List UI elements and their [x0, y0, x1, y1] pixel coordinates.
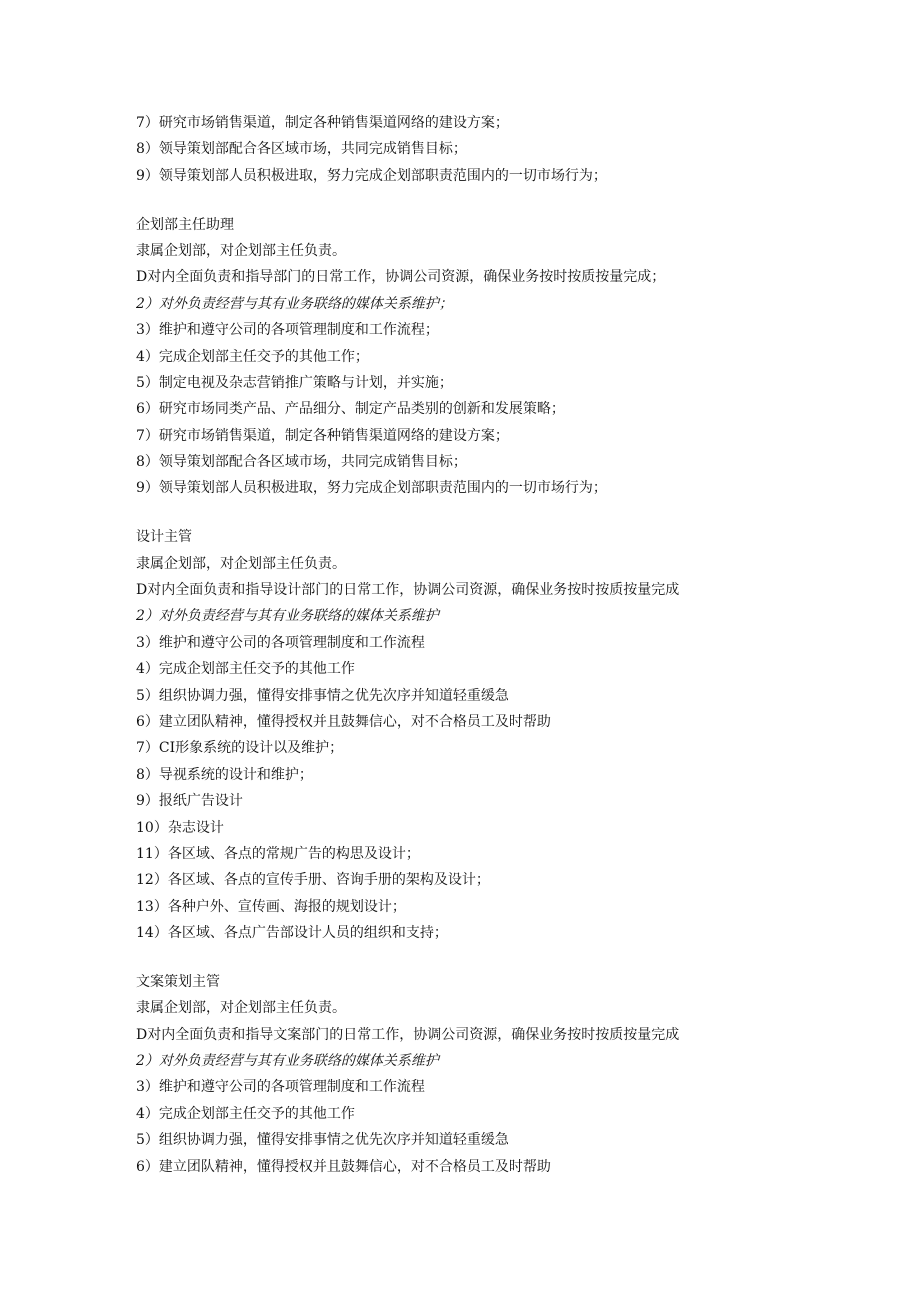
- list-item: 14）各区域、各点广告部设计人员的组织和支持；: [136, 925, 448, 942]
- list-item: D对内全面负责和指导设计部门的日常工作，协调公司资源，确保业务按时按质按量完成: [136, 582, 680, 599]
- list-item: 11）各区域、各点的常规广告的构思及设计；: [136, 845, 420, 862]
- list-item: 8）领导策划部配合各区域市场，共同完成销售目标；: [136, 141, 467, 158]
- reporting-line: 隶属企划部，对企划部主任负责。: [136, 555, 346, 572]
- section-gap: [136, 189, 876, 211]
- list-item: 7）CI形象系统的设计以及维护；: [136, 740, 344, 757]
- reporting-line: 隶属企划部，对企划部主任负责。: [136, 1000, 346, 1017]
- list-item: 9）领导策划部人员积极进取，努力完成企划部职责范围内的一切市场行为；: [136, 167, 607, 184]
- list-item: 8）导视系统的设计和维护；: [136, 766, 313, 783]
- list-item: 5）制定电视及杂志营销推广策略与计划，并实施；: [136, 374, 453, 391]
- document-page: [136, 110, 876, 1180]
- list-item: 13）各种户外、宣传画、海报的规划设计；: [136, 898, 406, 915]
- list-item: 2）对外负责经营与其有业务联络的媒体关系维护；: [136, 295, 453, 312]
- section-gap: [136, 502, 876, 524]
- list-item: 6）研究市场同类产品、产品细分、制定产品类别的创新和发展策略；: [136, 401, 565, 418]
- list-item: 12）各区域、各点的宣传手册、咨询手册的架构及设计；: [136, 872, 490, 889]
- list-item: 4）完成企划部主任交予的其他工作；: [136, 348, 369, 365]
- list-item: 7）研究市场销售渠道，制定各种销售渠道网络的建设方案；: [136, 115, 509, 131]
- section-title: 设计主管: [136, 529, 192, 546]
- list-item: 4）完成企划部主任交予的其他工作: [136, 1105, 355, 1122]
- section-copywriting-lead: [136, 969, 876, 1180]
- list-item: 9）领导策划部人员积极进取，努力完成企划部职责范围内的一切市场行为；: [136, 480, 607, 497]
- list-item: D对内全面负责和指导文案部门的日常工作，协调公司资源，确保业务按时按质按量完成: [136, 1026, 680, 1043]
- section-assistant: [136, 212, 876, 502]
- section-design-lead: [136, 524, 876, 946]
- list-item: 2）对外负责经营与其有业务联络的媒体关系维护: [136, 1053, 439, 1070]
- list-item: 5）组织协调力强，懂得安排事情之优先次序并知道轻重缓急: [136, 687, 509, 704]
- list-item: 3）维护和遵守公司的各项管理制度和工作流程: [136, 1079, 425, 1096]
- section-title: 企划部主任助理: [136, 216, 234, 233]
- list-item: 3）维护和遵守公司的各项管理制度和工作流程: [136, 634, 425, 651]
- list-item: 10）杂志设计: [136, 819, 224, 836]
- section-gap: [136, 947, 876, 969]
- list-item: 3）维护和遵守公司的各项管理制度和工作流程；: [136, 322, 439, 339]
- list-item: 2）对外负责经营与其有业务联络的媒体关系维护: [136, 608, 439, 625]
- list-item: 5）组织协调力强，懂得安排事情之优先次序并知道轻重缓急: [136, 1132, 509, 1149]
- reporting-line: 隶属企划部，对企划部主任负责。: [136, 242, 346, 259]
- list-item: 6）建立团队精神，懂得授权并且鼓舞信心，对不合格员工及时帮助: [136, 713, 551, 730]
- list-item: D对内全面负责和指导部门的日常工作，协调公司资源，确保业务按时按质按量完成；: [136, 269, 666, 286]
- list-item: 8）领导策划部配合各区域市场，共同完成销售目标；: [136, 454, 467, 471]
- list-item: 6）建立团队精神，懂得授权并且鼓舞信心，对不合格员工及时帮助: [136, 1158, 551, 1175]
- section-continuation: [136, 110, 876, 189]
- list-item: 7）研究市场销售渠道，制定各种销售渠道网络的建设方案；: [136, 427, 509, 444]
- section-title: 文案策划主管: [136, 973, 220, 990]
- list-item: 4）完成企划部主任交予的其他工作: [136, 661, 355, 678]
- list-item: 9）报纸广告设计: [136, 793, 243, 810]
